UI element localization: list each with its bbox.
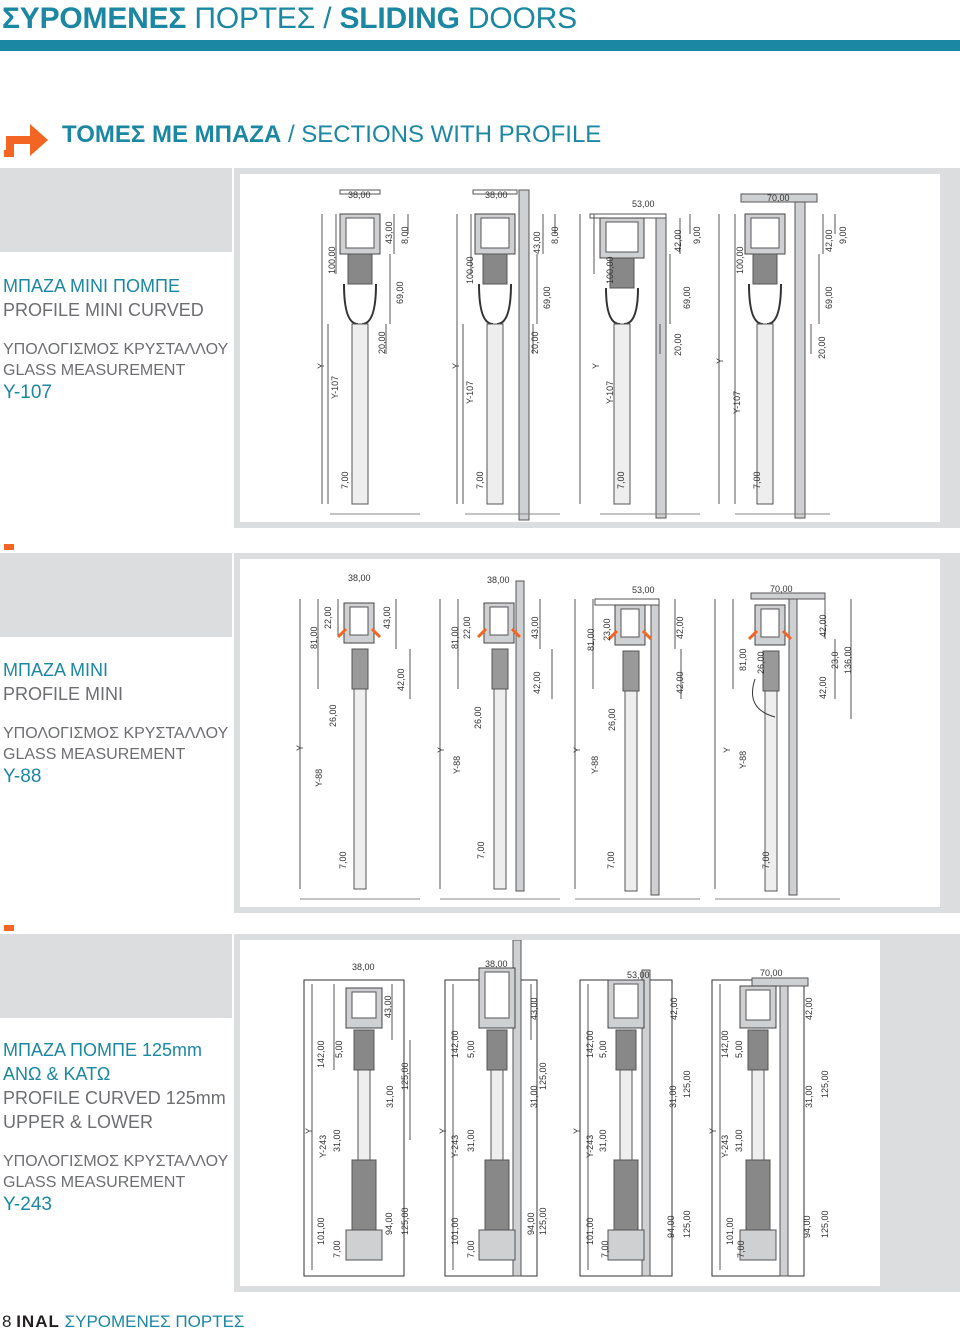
svg-text:31,00: 31,00 [734, 1129, 744, 1152]
svg-text:43,00: 43,00 [529, 997, 539, 1020]
svg-text:100,00: 100,00 [605, 256, 615, 284]
svg-text:100,00: 100,00 [735, 246, 745, 274]
svg-text:31,00: 31,00 [466, 1129, 476, 1152]
svg-text:Y: Y [438, 1127, 448, 1134]
svg-text:7,00: 7,00 [338, 851, 348, 869]
drawing-1-a [322, 190, 408, 504]
drawing-2-d [715, 593, 851, 895]
svg-text:Y: Y [436, 746, 446, 753]
svg-text:7,00: 7,00 [332, 1240, 342, 1258]
svg-text:81,00: 81,00 [450, 626, 460, 649]
svg-text:42,00: 42,00 [804, 997, 814, 1020]
svg-text:7,00: 7,00 [736, 1240, 746, 1258]
svg-text:23,00: 23,00 [602, 618, 612, 641]
title-underline [0, 40, 960, 51]
panel-2-label: ΜΠΑΖΑ MINI PROFILE MINI ΥΠΟΛΟΓΙΣΜΟΣ ΚΡΥΣΤΑΛΛΟΥ GLASS MEASUREMENT Y-88 [3, 660, 229, 787]
svg-text:125,00: 125,00 [538, 1062, 548, 1090]
svg-text:9,00: 9,00 [838, 226, 848, 244]
svg-text:7,00: 7,00 [761, 851, 771, 869]
svg-text:38,00: 38,00 [348, 190, 371, 200]
panel-2-marker [4, 544, 14, 550]
svg-text:69,00: 69,00 [824, 286, 834, 309]
svg-text:Y-243: Y-243 [585, 1134, 595, 1158]
svg-text:20,00: 20,00 [817, 336, 827, 359]
svg-text:42,00: 42,00 [824, 229, 834, 252]
svg-text:81,00: 81,00 [586, 628, 596, 651]
svg-text:42,00: 42,00 [675, 616, 685, 639]
svg-text:100,00: 100,00 [465, 256, 475, 284]
svg-text:8,00: 8,00 [550, 226, 560, 244]
svg-text:70,00: 70,00 [767, 193, 790, 203]
svg-text:7,00: 7,00 [616, 471, 626, 489]
svg-text:Y-107: Y-107 [465, 380, 475, 404]
svg-text:94,00: 94,00 [384, 1212, 394, 1235]
svg-text:Y: Y [591, 362, 601, 369]
svg-text:20,00: 20,00 [377, 331, 387, 354]
svg-text:125,00: 125,00 [682, 1070, 692, 1098]
svg-text:38,00: 38,00 [485, 959, 508, 969]
svg-text:38,00: 38,00 [485, 190, 508, 200]
svg-text:26,00: 26,00 [756, 651, 766, 674]
svg-text:Y: Y [304, 1127, 314, 1134]
svg-text:5,00: 5,00 [598, 1040, 608, 1058]
svg-text:7,00: 7,00 [600, 1240, 610, 1258]
svg-text:43,00: 43,00 [383, 995, 393, 1018]
panel-1-label: ΜΠΑΖΑ MINI ΠΟΜΠΕ PROFILE MINI CURVED ΥΠΟΛΟΓΙΣΜΟΣ ΚΡΥΣΤΑΛΛΟΥ GLASS MEASUREMENT Y-107 [3, 276, 229, 403]
svg-text:101,00: 101,00 [450, 1217, 460, 1245]
svg-text:7,00: 7,00 [466, 1240, 476, 1258]
svg-text:42,00: 42,00 [675, 671, 685, 694]
svg-text:101,00: 101,00 [725, 1217, 735, 1245]
panel-3-drawing [240, 940, 880, 1286]
svg-text:26,00: 26,00 [607, 708, 617, 731]
svg-text:142,00: 142,00 [316, 1040, 326, 1068]
svg-text:20,00: 20,00 [530, 331, 540, 354]
svg-text:7,00: 7,00 [606, 851, 616, 869]
svg-text:Y-107: Y-107 [330, 375, 340, 399]
svg-text:38,00: 38,00 [348, 573, 371, 583]
svg-text:22,00: 22,00 [462, 616, 472, 639]
svg-text:42,00: 42,00 [532, 671, 542, 694]
svg-text:125,00: 125,00 [820, 1070, 830, 1098]
svg-text:26,00: 26,00 [473, 706, 483, 729]
svg-text:Y-88: Y-88 [738, 750, 748, 769]
svg-text:Y: Y [451, 362, 461, 369]
svg-text:38,00: 38,00 [487, 575, 510, 585]
svg-text:5,00: 5,00 [334, 1040, 344, 1058]
panel-3-label: ΜΠΑΖΑ ΠΟΜΠΕ 125mm ΑΝΩ & ΚΑΤΩ PROFILE CURVED 125mm UPPER & LOWER ΥΠΟΛΟΓΙΣΜΟΣ ΚΡΥΣΤΑΛΛΟΥ GLASS MEASUREMENT Y-243 [3, 1040, 229, 1215]
svg-text:Y-88: Y-88 [452, 755, 462, 774]
svg-text:94,00: 94,00 [666, 1215, 676, 1238]
svg-text:31,00: 31,00 [598, 1129, 608, 1152]
panel-3-marker [4, 925, 14, 931]
svg-text:43,00: 43,00 [530, 616, 540, 639]
svg-text:7,00: 7,00 [340, 471, 350, 489]
svg-text:38,00: 38,00 [352, 962, 375, 972]
svg-text:142,00: 142,00 [585, 1030, 595, 1058]
svg-text:43,00: 43,00 [384, 221, 394, 244]
panel-1-label-bg [0, 168, 232, 252]
svg-text:31,00: 31,00 [529, 1085, 539, 1108]
svg-text:69,00: 69,00 [682, 286, 692, 309]
svg-text:7,00: 7,00 [475, 471, 485, 489]
svg-text:70,00: 70,00 [760, 968, 783, 978]
svg-text:53,00: 53,00 [632, 199, 655, 209]
svg-text:94,00: 94,00 [526, 1212, 536, 1235]
svg-text:Y: Y [295, 744, 305, 751]
svg-text:5,00: 5,00 [466, 1040, 476, 1058]
svg-text:Y-88: Y-88 [590, 755, 600, 774]
svg-text:42,00: 42,00 [818, 676, 828, 699]
panel-2-drawing [240, 559, 940, 907]
svg-text:81,00: 81,00 [738, 648, 748, 671]
svg-text:125,00: 125,00 [538, 1207, 548, 1235]
svg-text:31,00: 31,00 [804, 1085, 814, 1108]
svg-text:23,0: 23,0 [830, 651, 840, 669]
svg-text:Y: Y [722, 746, 732, 753]
svg-text:70,00: 70,00 [770, 584, 793, 594]
svg-text:43,00: 43,00 [532, 231, 542, 254]
svg-text:42,00: 42,00 [396, 668, 406, 691]
panel-3-label-bg [0, 934, 232, 1018]
svg-text:101,00: 101,00 [316, 1217, 326, 1245]
svg-text:Y-88: Y-88 [314, 768, 324, 787]
svg-text:Y: Y [316, 362, 326, 369]
svg-text:125,00: 125,00 [820, 1210, 830, 1238]
page-title: ΣΥΡΟΜΕΝΕΣ ΠΟΡΤΕΣ / SLIDING DOORS [2, 2, 577, 35]
svg-text:Y-107: Y-107 [732, 390, 742, 414]
svg-text:26,00: 26,00 [328, 704, 338, 727]
svg-text:101,00: 101,00 [585, 1217, 595, 1245]
svg-text:31,00: 31,00 [668, 1085, 678, 1108]
svg-text:142,00: 142,00 [720, 1030, 730, 1058]
svg-text:69,00: 69,00 [542, 286, 552, 309]
svg-text:100,00: 100,00 [327, 246, 337, 274]
svg-text:81,00: 81,00 [309, 626, 319, 649]
svg-text:43,00: 43,00 [382, 606, 392, 629]
svg-text:42,00: 42,00 [818, 614, 828, 637]
brand-logo: INAL [16, 1312, 60, 1331]
svg-text:22,00: 22,00 [323, 606, 333, 629]
svg-text:125,00: 125,00 [400, 1207, 410, 1235]
svg-text:31,00: 31,00 [385, 1085, 395, 1108]
arrow-right-icon [4, 114, 50, 160]
svg-text:125,00: 125,00 [400, 1062, 410, 1090]
svg-text:7,00: 7,00 [476, 841, 486, 859]
svg-text:Y-107: Y-107 [605, 380, 615, 404]
panel-1-drawing [240, 174, 940, 522]
svg-text:Y: Y [572, 746, 582, 753]
svg-text:Y: Y [715, 357, 725, 364]
svg-text:125,00: 125,00 [682, 1210, 692, 1238]
svg-text:Y-243: Y-243 [318, 1134, 328, 1158]
svg-text:42,00: 42,00 [669, 997, 679, 1020]
svg-text:5,00: 5,00 [734, 1040, 744, 1058]
svg-text:53,00: 53,00 [632, 585, 655, 595]
svg-text:31,00: 31,00 [332, 1129, 342, 1152]
page-footer [2, 1312, 244, 1332]
svg-text:8,00: 8,00 [400, 226, 410, 244]
footer-text: ΣΥΡΟΜΕΝΕΣ ΠΟΡΤΕΣ [59, 1312, 245, 1331]
svg-text:Y: Y [572, 1127, 582, 1134]
svg-text:136,00: 136,00 [843, 646, 853, 674]
svg-text:Y-243: Y-243 [450, 1134, 460, 1158]
svg-text:142,00: 142,00 [450, 1030, 460, 1058]
svg-text:9,00: 9,00 [692, 226, 702, 244]
dimensions-note [890, 955, 910, 1205]
svg-text:7,00: 7,00 [752, 471, 762, 489]
svg-text:69,00: 69,00 [395, 281, 405, 304]
page-number: 8 [2, 1312, 12, 1331]
svg-text:42,00: 42,00 [673, 229, 683, 252]
panel-2-label-bg [0, 553, 232, 637]
section-title: ΤΟΜΕΣ ΜΕ ΜΠΑΖΑ / SECTIONS WITH PROFILE [62, 121, 602, 148]
svg-text:53,00: 53,00 [627, 970, 650, 980]
svg-text:Y-243: Y-243 [720, 1134, 730, 1158]
svg-text:94,00: 94,00 [802, 1215, 812, 1238]
svg-text:20,00: 20,00 [673, 333, 683, 356]
svg-text:Y: Y [708, 1127, 718, 1134]
